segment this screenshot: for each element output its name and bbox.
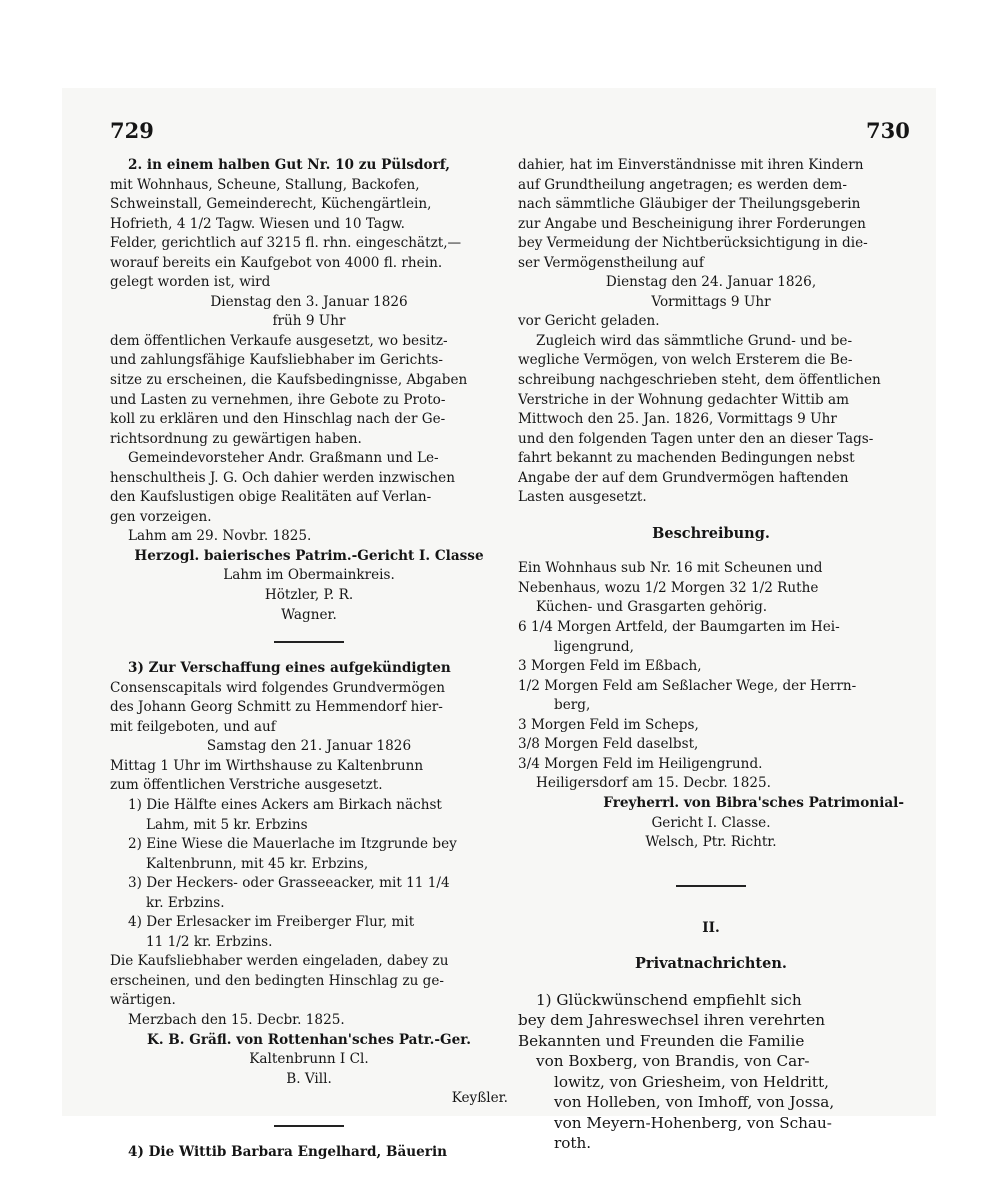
text-line: Angabe der auf dem Grundvermögen haftenden [518, 469, 849, 486]
text-line: nach sämmtliche Gläubiger der Theilungsgeberin [518, 196, 861, 213]
text-line: lowitz, von Griesheim, von Heldritt, [554, 1072, 829, 1091]
text-line: fahrt bekannt zu machenden Bedingungen nebst [518, 450, 855, 467]
text-line: 2) Eine Wiese die Mauerlache im Itzgrunde bey [128, 836, 457, 853]
text-line: gen vorzeigen. [110, 508, 212, 525]
spacer [518, 903, 904, 919]
text-line: Wagner. [281, 606, 337, 623]
text-line: Schweinstall, Gemeinderecht, Küchengärtlein, [110, 196, 432, 213]
text-line: berg, [554, 697, 591, 714]
text-line: dem öffentlichen Verkaufe ausgesetzt, wo besitz- [110, 332, 448, 349]
text-line: roth. [554, 1134, 592, 1153]
text-line: mit feilgeboten, und auf [110, 718, 276, 735]
text-line: und zahlungsfähige Kaufsliebhaber im Gerichts- [110, 352, 443, 369]
text-line: B. Vill. [286, 1070, 332, 1087]
text-line: und den folgenden Tagen unter den an dieser Tags- [518, 430, 874, 447]
text-line: 3 Morgen Feld im Eßbach, [518, 658, 702, 675]
text-line: den Kaufslustigen obige Realitäten auf Verlan- [110, 489, 432, 506]
section-divider [274, 1125, 344, 1127]
left-column [110, 156, 508, 1162]
text-line: sitze zu erscheinen, die Kaufsbedingnisse, Abgaben [110, 372, 468, 389]
text-line: Zugleich wird das sämmtliche Grund- und be- [536, 332, 853, 349]
text-line: Küchen- und Grasgarten gehörig. [536, 599, 768, 616]
text-line: gelegt worden ist, wird [110, 274, 271, 291]
text-line: ser Vermögenstheilung auf [518, 254, 704, 271]
right-column [518, 156, 904, 1154]
section-divider [274, 641, 344, 643]
text-line: richtsordnung zu gewärtigen haben. [110, 430, 362, 447]
spacer [518, 974, 904, 990]
text-line: schreibung nachgeschrieben steht, dem öffentlichen [518, 372, 881, 389]
text-line: 3/4 Morgen Feld im Heiligengrund. [518, 755, 763, 772]
text-line: des Johann Georg Schmitt zu Hemmendorf hier- [110, 699, 443, 716]
text-line: K. B. Gräfl. von Rottenhan'sches Patr.-Ger. [147, 1031, 471, 1048]
text-line: erscheinen, und den bedingten Hinschlag zu ge- [110, 972, 445, 989]
text-line: Keyßler. [451, 1090, 508, 1107]
text-line: koll zu erklären und den Hinschlag nach der Ge- [110, 411, 446, 428]
spacer [518, 938, 904, 954]
page-number-left: 729 [110, 118, 154, 143]
text-line: Welsch, Ptr. Richtr. [645, 834, 777, 851]
text-line: Verstriche in der Wohnung gedachter Wittib am [518, 391, 850, 408]
text-line: Freyherrl. von Bibra'sches Patrimonial- [603, 794, 904, 811]
text-line: 3/8 Morgen Feld daselbst, [518, 736, 699, 753]
text-line: Merzbach den 15. Decbr. 1825. [128, 1011, 345, 1028]
text-line: henschultheis J. G. Och dahier werden inzwischen [110, 469, 455, 486]
text-line: 4) Die Wittib Barbara Engelhard, Bäuerin [128, 1143, 448, 1160]
text-line: und Lasten zu vernehmen, ihre Gebote zu Proto- [110, 391, 446, 408]
text-line: Nebenhaus, wozu 1/2 Morgen 32 1/2 Ruthe [518, 579, 819, 596]
text-line: Kaltenbrunn, mit 45 kr. Erbzins, [146, 855, 369, 872]
text-line: 4) Der Erlesacker im Freiberger Flur, mit [128, 914, 415, 931]
text-line: Gericht I. Classe. [651, 814, 771, 831]
text-line: 1) Die Hälfte eines Ackers am Birkach nächst [128, 796, 442, 813]
text-line: von Boxberg, von Brandis, von Car- [536, 1052, 810, 1071]
text-line: ligengrund, [554, 638, 634, 655]
text-line: bey Vermeidung der Nichtberücksichtigung in die- [518, 235, 868, 252]
text-line: Dienstag den 24. Januar 1826, [605, 274, 817, 291]
text-line: bey dem Jahreswechsel ihren verehrten [518, 1011, 825, 1030]
text-line: Heiligersdorf am 15. Decbr. 1825. [536, 775, 771, 792]
text-line: Lasten ausgesetzt. [518, 489, 647, 506]
text-line: 11 1/2 kr. Erbzins. [146, 933, 273, 950]
text-line: Consenscapitals wird folgendes Grundvermögen [110, 679, 446, 696]
text-line: vor Gericht geladen. [518, 313, 660, 330]
text-line: Felder, gerichtlich auf 3215 fl. rhn. eingeschätzt,— [110, 235, 462, 252]
text-line: II. [702, 919, 720, 936]
text-line: Hötzler, P. R. [264, 587, 354, 604]
text-line: wegliche Vermögen, von welch Ersterem die Be- [518, 352, 853, 369]
text-line: von Meyern-Hohenberg, von Schau- [554, 1113, 832, 1132]
text-line: 1) Glückwünschend empfiehlt sich [536, 990, 802, 1009]
text-line: Mittwoch den 25. Jan. 1826, Vormittags 9 Uhr [518, 411, 837, 428]
text-line: Hofrieth, 4 1/2 Tagw. Wiesen und 10 Tagw. [110, 215, 406, 232]
text-line: Bekannten und Freunden die Familie [518, 1031, 805, 1050]
text-line: Privatnachrichten. [635, 955, 787, 973]
text-line: Lahm im Obermainkreis. [223, 567, 395, 584]
spacer [518, 853, 904, 869]
text-line: Gemeindevorsteher Andr. Graßmann und Le- [128, 450, 439, 467]
text-line: Kaltenbrunn I Cl. [249, 1051, 369, 1068]
text-line: kr. Erbzins. [146, 894, 225, 911]
text-line: Ein Wohnhaus sub Nr. 16 mit Scheunen und [518, 560, 823, 577]
text-line: 3) Der Heckers- oder Grasseeacker, mit 11 1/4 [128, 875, 450, 892]
text-line: dahier, hat im Einverständnisse mit ihren Kindern [518, 157, 864, 173]
text-line: zum öffentlichen Verstriche ausgesetzt. [110, 777, 383, 794]
text-line: Lahm am 29. Novbr. 1825. [128, 528, 312, 545]
text-line: Lahm, mit 5 kr. Erbzins [146, 816, 308, 833]
text-line: auf Grundtheilung angetragen; es werden dem- [518, 176, 847, 193]
text-line: Beschreibung. [652, 524, 770, 542]
text-line: Die Kaufsliebhaber werden eingeladen, dabey zu [110, 953, 449, 970]
text-line: Vormittags 9 Uhr [651, 293, 771, 310]
text-line: Mittag 1 Uhr im Wirthshause zu Kaltenbrunn [110, 757, 424, 774]
text-line: 1/2 Morgen Feld am Seßlacher Wege, der Herrn- [518, 677, 857, 694]
spacer [518, 543, 904, 559]
text-line: von Holleben, von Imhoff, von Jossa, [554, 1093, 835, 1112]
text-line: Dienstag den 3. Januar 1826 [210, 293, 408, 310]
text-line: worauf bereits ein Kaufgebot von 4000 fl. rhein. [110, 254, 443, 271]
text-line: wärtigen. [110, 992, 176, 1009]
text-line: früh 9 Uhr [272, 313, 346, 330]
spacer [518, 508, 904, 524]
text-line: Herzogl. baierisches Patrim.-Gericht I. Classe [134, 547, 484, 564]
section-divider [676, 885, 746, 887]
text-line: mit Wohnhaus, Scheune, Stallung, Backofen, [110, 176, 420, 193]
text-line: 3 Morgen Feld im Scheps, [518, 716, 699, 733]
page-number-right: 730 [866, 118, 910, 143]
text-line: Samstag den 21. Januar 1826 [206, 738, 412, 755]
text-line: 3) Zur Verschaffung eines aufgekündigten [128, 660, 451, 677]
text-line: 6 1/4 Morgen Artfeld, der Baumgarten im Hei- [518, 619, 840, 636]
text-line: zur Angabe und Bescheinigung ihrer Forderungen [518, 215, 866, 232]
text-line: 2. in einem halben Gut Nr. 10 zu Pülsdorf, [128, 157, 451, 173]
